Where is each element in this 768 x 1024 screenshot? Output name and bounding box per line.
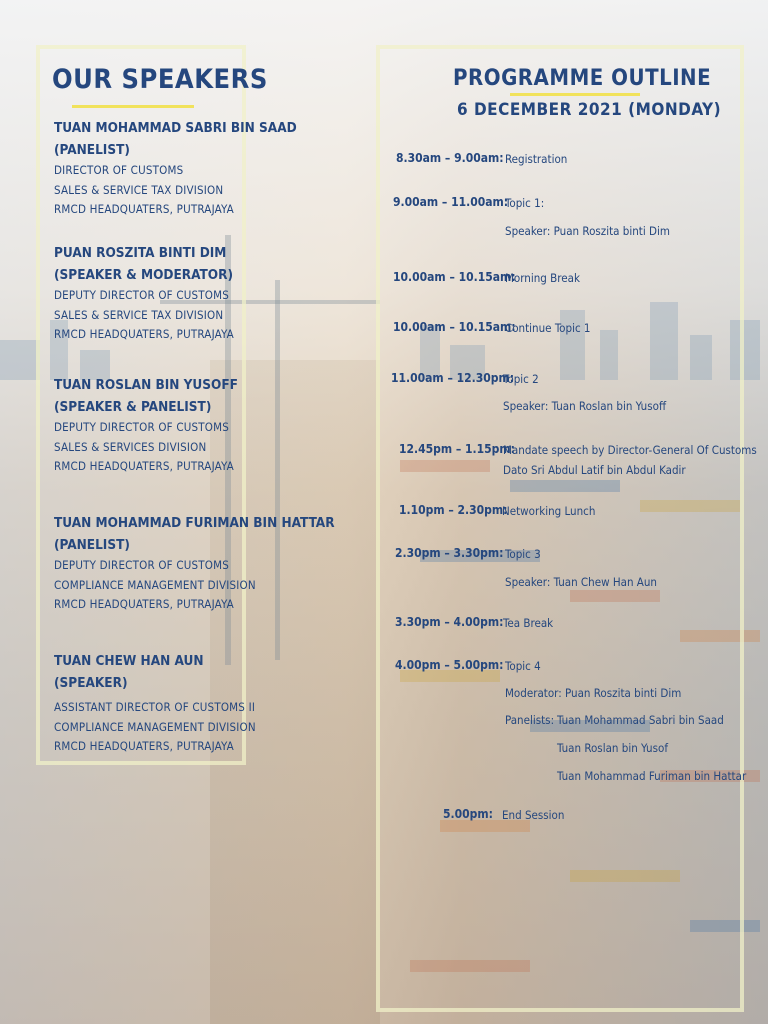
agenda-item: Topic 1: <box>505 196 545 210</box>
speaker-name: TUAN CHEW HAN AUN <box>54 653 204 669</box>
speaker-entry <box>54 242 374 345</box>
speaker-position: DEPUTY DIRECTOR OF CUSTOMS <box>54 420 230 434</box>
agenda-item: Morning Break <box>505 271 580 285</box>
agenda-item: Topic 4 <box>505 659 541 673</box>
speaker-name: TUAN ROSLAN BIN YUSOFF <box>54 377 238 393</box>
programme-date: 6 DECEMBER 2021 (MONDAY) <box>457 100 722 120</box>
agenda-time: 11.00am – 12.30pm: <box>391 371 515 385</box>
speaker-location: RMCD HEADQUATERS, PUTRAJAYA <box>54 597 234 611</box>
title-underline <box>72 105 194 108</box>
speaker-role: (SPEAKER & PANELIST) <box>54 399 212 415</box>
speaker-division: COMPLIANCE MANAGEMENT DIVISION <box>54 577 256 592</box>
speaker-location: RMCD HEADQUATERS, PUTRAJAYA <box>54 739 234 753</box>
agenda-speaker: Dato Sri Abdul Latif bin Abdul Kadir <box>503 463 686 477</box>
speaker-division: COMPLIANCE MANAGEMENT DIVISION <box>54 719 256 734</box>
agenda-panelist: Tuan Roslan bin Yusof <box>557 741 668 755</box>
agenda-time: 12.45pm – 1.15pm: <box>399 442 515 456</box>
speaker-role: (PANELIST) <box>54 537 130 553</box>
speaker-division: SALES & SERVICE TAX DIVISION <box>54 307 224 322</box>
agenda-item: Continue Topic 1 <box>505 321 591 335</box>
agenda-item: End Session <box>502 808 565 822</box>
agenda-speaker: Speaker: Tuan Roslan bin Yusoff <box>503 399 667 413</box>
agenda-panelists-label: Panelists: <box>505 713 555 727</box>
speaker-division: SALES & SERVICE TAX DIVISION <box>54 182 224 197</box>
speaker-entry <box>54 512 374 615</box>
speaker-role: (SPEAKER & MODERATOR) <box>54 267 234 283</box>
speaker-role: (PANELIST) <box>54 142 130 158</box>
agenda-time: 5.00pm: <box>443 807 493 821</box>
programme-title: PROGRAMME OUTLINE <box>453 66 712 91</box>
agenda-item: Tea Break <box>503 616 554 630</box>
agenda-panelist: Tuan Mohammad Furiman bin Hattar <box>557 769 747 783</box>
agenda-item: Topic 3 <box>505 547 541 561</box>
speaker-entry <box>54 117 374 220</box>
speaker-entry <box>54 374 374 477</box>
agenda-time: 9.00am – 11.00am: <box>393 195 509 209</box>
speakers-title: OUR SPEAKERS <box>52 64 268 95</box>
agenda-time: 1.10pm – 2.30pm: <box>399 503 508 517</box>
agenda-time: 4.00pm – 5.00pm: <box>395 658 504 672</box>
speaker-entry <box>54 650 374 757</box>
speaker-position: DIRECTOR OF CUSTOMS <box>54 163 184 177</box>
speaker-location: RMCD HEADQUATERS, PUTRAJAYA <box>54 202 234 216</box>
agenda-time: 3.30pm – 4.00pm: <box>395 615 504 629</box>
speaker-position: DEPUTY DIRECTOR OF CUSTOMS <box>54 558 230 572</box>
speaker-location: RMCD HEADQUATERS, PUTRAJAYA <box>54 327 234 341</box>
agenda-time: 2.30pm – 3.30pm: <box>395 546 504 560</box>
agenda-item: Networking Lunch <box>502 504 596 518</box>
agenda-speaker: Speaker: Puan Roszita binti Dim <box>505 224 670 238</box>
title-underline <box>510 93 640 96</box>
speaker-name: TUAN MOHAMMAD SABRI BIN SAAD <box>54 120 297 136</box>
agenda-time: 10.00am – 10.15am: <box>393 270 516 284</box>
speaker-role: (SPEAKER) <box>54 675 128 691</box>
speaker-division: SALES & SERVICES DIVISION <box>54 439 207 454</box>
agenda-item: Registration <box>505 152 568 166</box>
agenda-time: 10.00am – 10.15am: <box>393 320 516 334</box>
agenda-panelist: Tuan Mohammad Sabri bin Saad <box>557 713 724 727</box>
agenda-item: Topic 2 <box>503 372 539 386</box>
speaker-position: DEPUTY DIRECTOR OF CUSTOMS <box>54 288 230 302</box>
speaker-location: RMCD HEADQUATERS, PUTRAJAYA <box>54 459 234 473</box>
speaker-name: PUAN ROSZITA BINTI DIM <box>54 245 227 261</box>
agenda-time: 8.30am – 9.00am: <box>396 151 504 165</box>
agenda-speaker: Speaker: Tuan Chew Han Aun <box>505 575 657 589</box>
speaker-position: ASSISTANT DIRECTOR OF CUSTOMS II <box>54 700 256 714</box>
agenda-moderator: Moderator: Puan Roszita binti Dim <box>505 686 682 700</box>
programme-frame <box>376 45 747 1012</box>
speaker-name: TUAN MOHAMMAD FURIMAN BIN HATTAR <box>54 515 335 531</box>
agenda-item: Mandate speech by Director-General Of Customs <box>503 443 757 457</box>
